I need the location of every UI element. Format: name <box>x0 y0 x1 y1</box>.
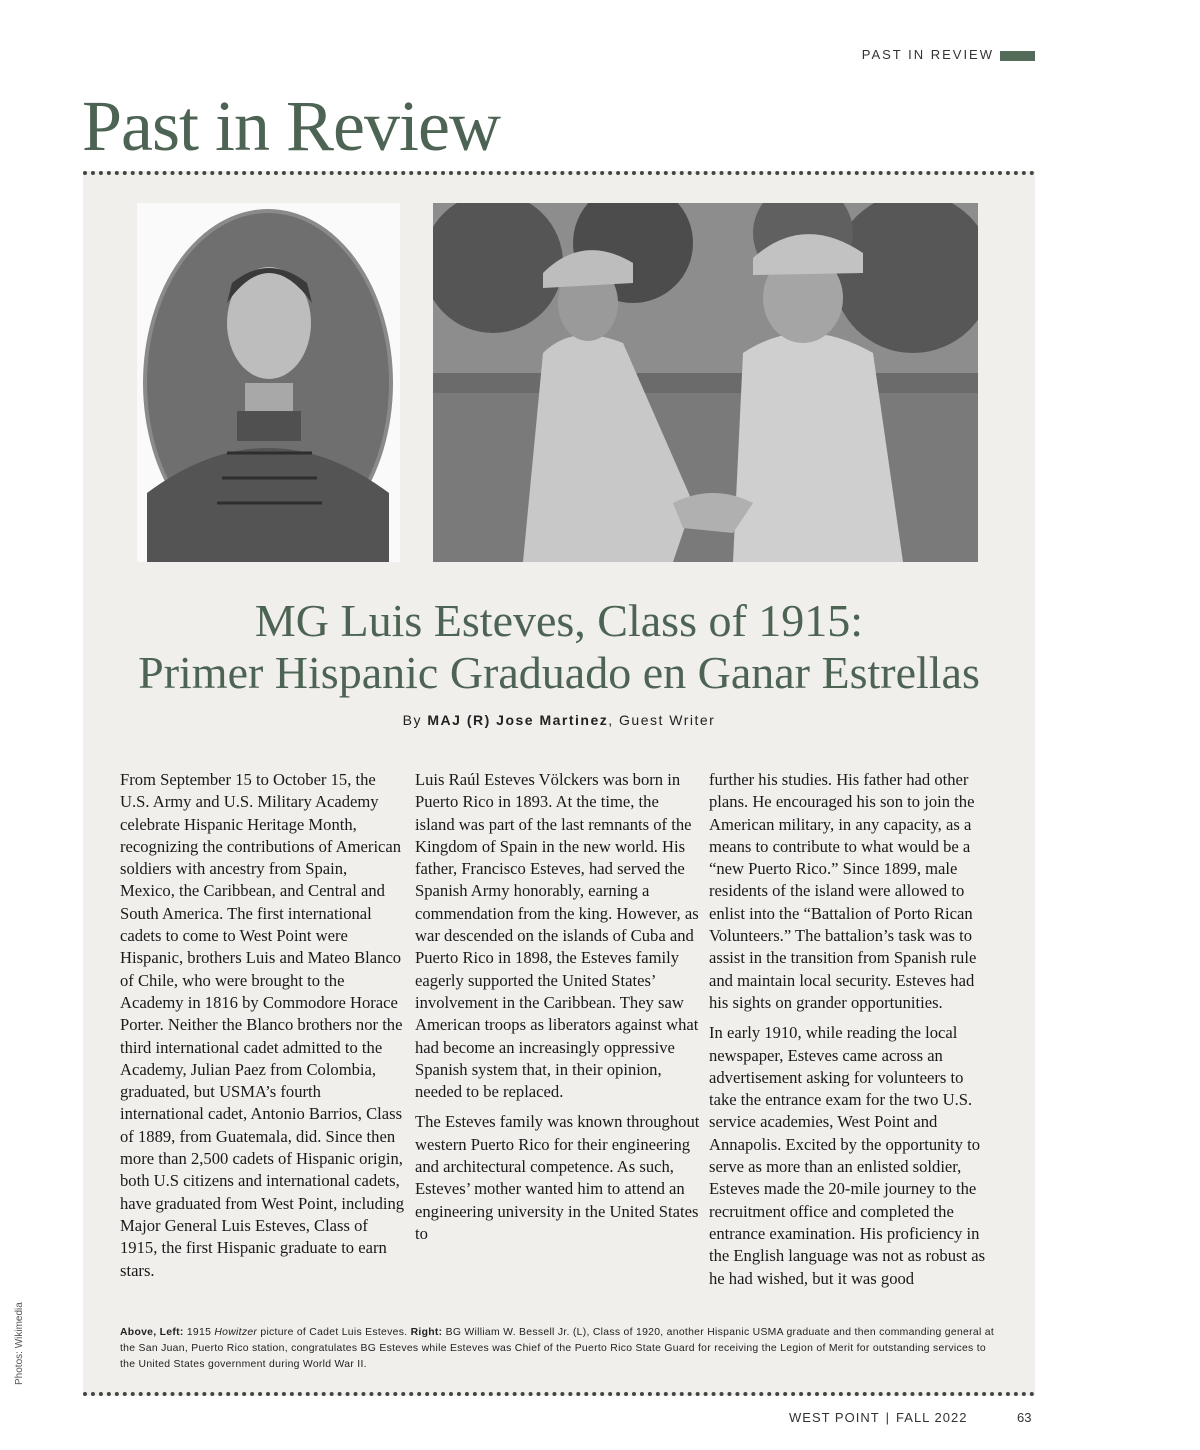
footer-publication <box>789 1410 967 1425</box>
body-column-3 <box>709 769 994 1298</box>
paragraph: In early 1910, while reading the local newspaper, Esteves came across an advertisement asking for volunteers to take the entrance exam for the two U.S. service academies, West Point and Annapolis. Excited by the opportunity to serve as more than an enlisted soldier, Esteves made the 20-mile journey to the recruitment office and completed the entrance examination. His proficiency in the English language was not as robust as he had wished, but it was good <box>709 1023 986 1288</box>
article-headline <box>83 595 1035 699</box>
byline-author: MAJ (R) Jose Martinez <box>427 712 609 728</box>
headline-line-2: Primer Hispanic Graduado en Ganar Estrellas <box>138 647 980 698</box>
cadet-portrait-photo <box>137 203 400 562</box>
caption-left-italic: Howitzer <box>214 1327 258 1338</box>
byline <box>83 712 1035 728</box>
section-tag: PAST IN REVIEW <box>861 47 994 62</box>
section-tag-bar <box>1000 51 1035 61</box>
photo-caption <box>120 1325 1000 1373</box>
publication-name: WEST POINT <box>789 1410 880 1425</box>
byline-role: , Guest Writer <box>608 712 716 728</box>
body-column-2 <box>415 769 700 1253</box>
issue-label: FALL 2022 <box>896 1410 968 1425</box>
article-panel <box>83 171 1035 1396</box>
caption-left-pre: 1915 <box>186 1327 212 1338</box>
caption-left-post: picture of Cadet Luis Esteves. <box>260 1327 408 1338</box>
paragraph: The Esteves family was known throughout western Puerto Rico for their engineering and architectural competence. As such, Esteves’ mother wanted him to attend an engineering university in the United States to <box>415 1112 700 1243</box>
byline-prefix: By <box>402 712 422 728</box>
headline-line-1: MG Luis Esteves, Class of 1915: <box>254 595 864 646</box>
footer-separator: | <box>885 1410 891 1425</box>
caption-left-label: Above, Left: <box>120 1327 184 1338</box>
page-number: 63 <box>1017 1410 1032 1425</box>
photo-credit: Photos: Wikimedia <box>14 1302 25 1385</box>
paragraph: further his studies. His father had other plans. He encouraged his son to join the American military, in any capacity, as a means to contribute to what would be a “new Puerto Rico.” Since 1899, male residents of the island were allowed to enlist into the “Battalion of Porto Rican Volunteers.” The battalion’s task was to assist in the transition from Spanish rule and maintain local security. Esteves had his sights on grander opportunities. <box>709 770 977 1012</box>
paragraph: From September 15 to October 15, the U.S. Army and U.S. Military Academy celebrate Hispanic Heritage Month, recognizing the contributions of American soldiers with ancestry from Spain, Mexico, the Caribbean, and Central and South America. The first international cadets to come to West Point were Hispanic, brothers Luis and Mateo Blanco of Chile, who were brought to the Academy in 1816 by Commodore Horace Porter. Neither the Blanco brothers nor the third international cadet admitted to the Academy, Julian Paez from Colombia, graduated, but USMA’s fourth international cadet, Antonio Barrios, Class of 1889, from Guatemala, did. Since then more than 2,500 cadets of Hispanic origin, both U.S citizens and international cadets, have graduated from West Point, including Major General Luis Esteves, Class of 1915, the first Hispanic graduate to earn stars. <box>120 770 405 1280</box>
page-title: Past in Review <box>82 86 500 166</box>
paragraph: Luis Raúl Esteves Völckers was born in Puerto Rico in 1893. At the time, the island was part of the last remnants of the Kingdom of Spain in the new world. His father, Francisco Esteves, had served the Spanish Army honorably, earning a commendation from the king. However, as war descended on the islands of Cuba and Puerto Rico in 1898, the Esteves family eagerly supported the United States’ involvement in the Caribbean. They saw American troops as liberators against what had become an increasingly oppressive Spanish system that, in their opinion, needed to be replaced. <box>415 770 699 1102</box>
caption-right-label: Right: <box>410 1327 443 1338</box>
caption-right-text: BG William W. Bessell Jr. (L), Class of 1920, another Hispanic USMA graduate and then commanding general at the San Juan, Puerto Rico station, congratulates BG Esteves while Esteves was Chief of the Puerto Rico State Guard for receiving the Legion of Merit for outstanding services to the United States government during World War II. <box>120 1327 995 1370</box>
legion-of-merit-ceremony-photo <box>433 203 978 562</box>
body-column-1 <box>120 769 405 1290</box>
